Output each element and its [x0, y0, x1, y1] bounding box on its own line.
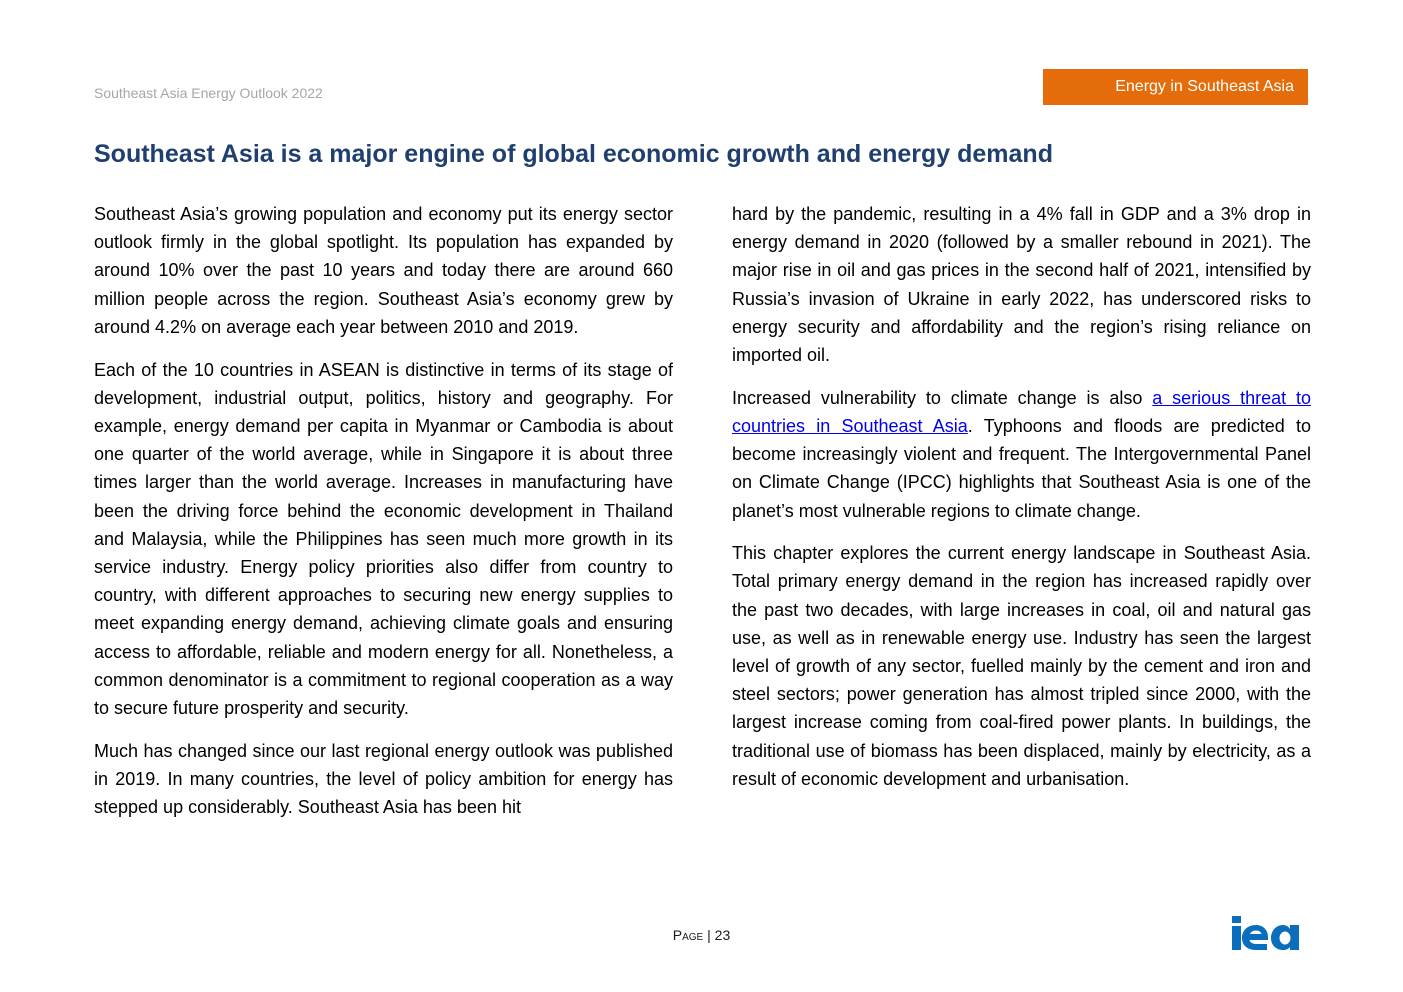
right-paragraph-1: hard by the pandemic, resulting in a 4% fall in GDP and a 3% drop in energy demand in 2020 (followed by a smaller rebound in 2021). The major rise in oil and gas prices in the second half of 2021, intensified by Russia’s invasion of Ukraine in early 2022, has underscored risks to energy security and affordability and the region’s rising reliance on imported oil.: [732, 204, 1311, 366]
page-label: Page: [672, 927, 704, 943]
page-number-footer: [0, 927, 1403, 943]
climate-threat-link[interactable]: a serious threat to countries in Southeast Asia: [732, 387, 1311, 436]
page-separator: |: [707, 927, 711, 943]
section-tag: Energy in Southeast Asia: [1043, 69, 1308, 105]
left-paragraph-1: Southeast Asia’s growing population and economy put its energy sector outlook firmly in the global spotlight. Its population has expanded by around 10% over the past 10 years and today there are around 660 million people across the region. Southeast Asia’s economy grew by around 4.2% on average each year between 2010 and 2019.: [94, 204, 673, 337]
left-paragraph-3: Much has changed since our last regional energy outlook was published in 2019. In many countries, the level of policy ambition for energy has stepped up considerably. Southeast Asia has been hit: [94, 740, 673, 818]
right-column: [732, 200, 1311, 808]
right-paragraph-3: This chapter explores the current energy landscape in Southeast Asia. Total primary energy demand in the region has increased rapidly over the past two decades, with large increases in coal, oil and natural gas use, as well as in renewable energy use. Industry has seen the largest level of growth of any sector, fuelled mainly by the cement and iron and steel sectors; power generation has almost tripled since 2000, with the largest increase coming from coal-fired power plants. In buildings, the traditional use of biomass has been displaced, mainly by electricity, as a result of economic development and urbanisation.: [732, 543, 1311, 789]
left-column: [94, 200, 673, 836]
right-paragraph-2-rest: . Typhoons and floods are predicted to become increasingly violent and frequent. The Intergovernmental Panel on Climate Change (IPCC) highlights that Southeast Asia is one of the planet’s most vulnerable regions to climate change.: [732, 415, 1311, 521]
page-title: Southeast Asia is a major engine of global economic growth and energy demand: [94, 140, 1053, 168]
report-title: Southeast Asia Energy Outlook 2022: [94, 85, 323, 101]
page-number: 23: [714, 927, 731, 943]
iea-logo-icon: [1231, 914, 1311, 952]
right-paragraph-2: [732, 384, 1311, 525]
right-paragraph-2-intro: Increased vulnerability to climate change is also: [732, 387, 1153, 408]
left-paragraph-2: Each of the 10 countries in ASEAN is distinctive in terms of its stage of development, industrial output, politics, history and geography. For example, energy demand per capita in Myanmar or Cambodia is about one quarter of the world average, while in Singapore it is about three times larger than the world average. Increases in manufacturing have been the driving force behind the economic development in Thailand and Malaysia, while the Philippines has seen much more growth in its service industry. Energy policy priorities also differ from country to country, with different approaches to securing new energy supplies to meet expanding energy demand, achieving climate goals and ensuring access to affordable, reliable and modern energy for all. Nonetheless, a common denominator is a commitment to regional cooperation as a way to secure future prosperity and security.: [94, 359, 673, 718]
